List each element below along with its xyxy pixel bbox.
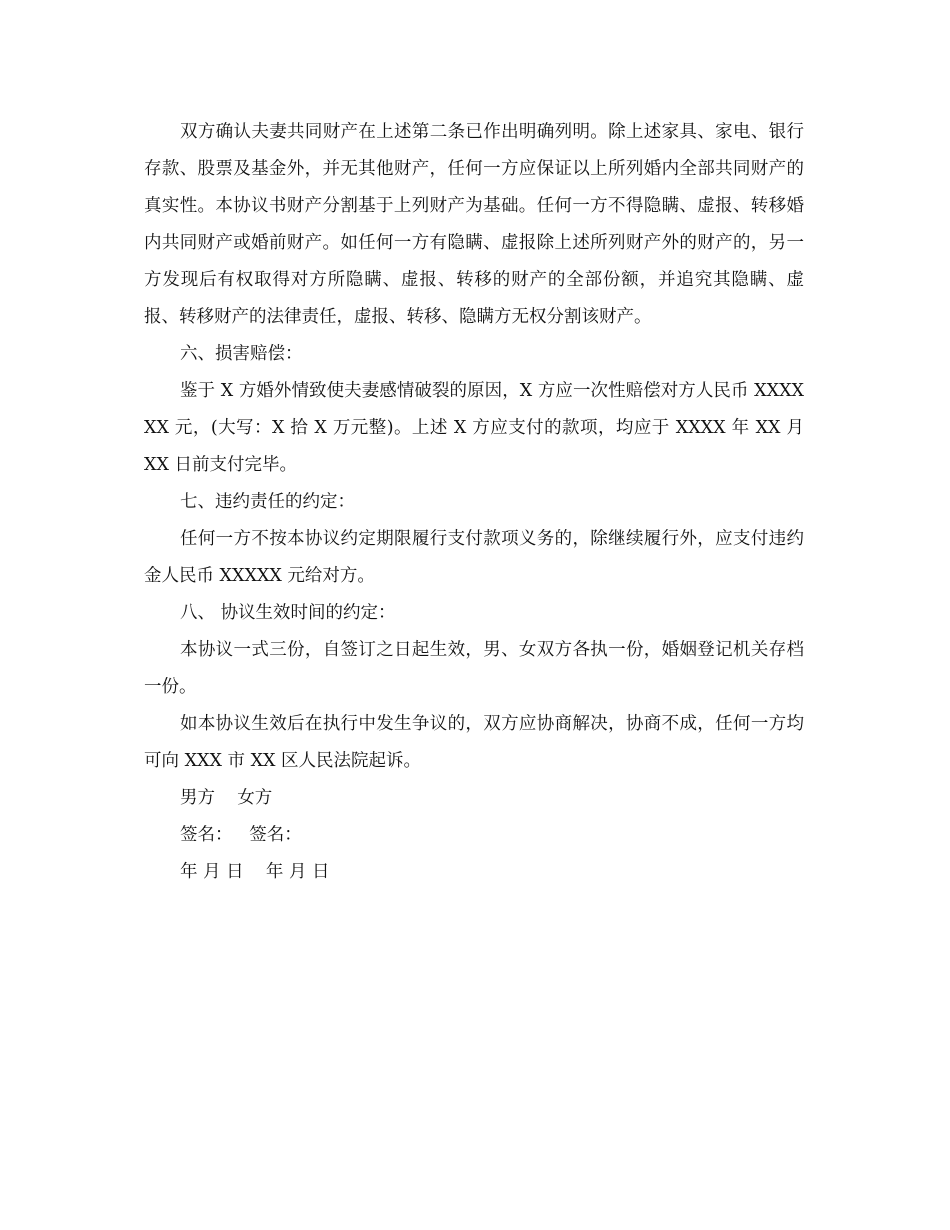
- effective-copies-paragraph: 本协议一式三份，自签订之日起生效，男、女双方各执一份，婚姻登记机关存档一份。: [144, 640, 804, 697]
- dispute-resolution-paragraph: 如本协议生效后在执行中发生争议的，双方应协商解决，协商不成，任何一方均可向 XXX 市 XX 区人民法院起诉。: [144, 714, 804, 771]
- signature-parties: 男方 女方: [180, 788, 273, 808]
- document-body: [144, 114, 804, 891]
- section-6-heading: 六、损害赔偿：: [180, 344, 303, 364]
- signature-dates: 年 月 日 年 月 日: [180, 862, 330, 882]
- property-confirmation-paragraph: 双方确认夫妻共同财产在上述第二条已作出明确列明。除上述家具、家电、银行存款、股票及基金外，并无其他财产，任何一方应保证以上所列婚内全部共同财产的真实性。本协议书财产分割基于上列财产为基础。任何一方不得隐瞒、虚报、转移婚内共同财产或婚前财产。如任何一方有隐瞒、虚报除上述所列财产外的财产的，另一方发现后有权取得对方所隐瞒、虚报、转移的财产的全部份额，并追究其隐瞒、虚报、转移财产的法律责任，虚报、转移、隐瞒方无权分割该财产。: [144, 122, 804, 327]
- section-7-heading: 七、违约责任的约定：: [180, 492, 355, 512]
- compensation-paragraph: 鉴于 X 方婚外情致使夫妻感情破裂的原因，X 方应一次性赔偿对方人民币 XXXXXX 元，(大写：X 拾 X 万元整)。上述 X 方应支付的款项，均应于 XXXX 年 XX 月 XX 日前支付完毕。: [144, 381, 804, 475]
- breach-liability-paragraph: 任何一方不按本协议约定期限履行支付款项义务的，除继续履行外，应支付违约金人民币 XXXXX 元给对方。: [144, 529, 804, 586]
- section-8-heading: 八、 协议生效时间的约定：: [180, 603, 396, 623]
- signature-lines: 签名： 签名：: [180, 825, 302, 845]
